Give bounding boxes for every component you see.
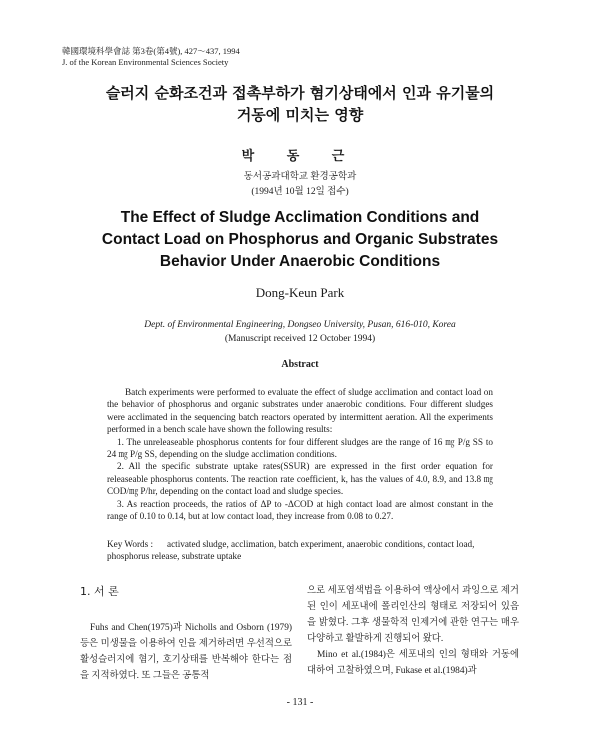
keywords-label: Key Words : <box>107 539 154 549</box>
english-title-line-2: Contact Load on Phosphorus and Organic Substrates <box>101 231 499 248</box>
english-title-line-1: The Effect of Sludge Acclimation Conditions and <box>120 209 480 226</box>
english-title <box>0 207 600 273</box>
korean-author: 박 동 근 <box>241 149 359 164</box>
journal-header <box>62 46 240 68</box>
body-left-column <box>80 584 292 684</box>
korean-received-date: (1994년 10월 12일 접수) <box>251 187 349 197</box>
abstract-heading: Abstract <box>281 359 319 370</box>
body-right-column <box>307 583 519 679</box>
english-affiliation: Dept. of Environmental Engineering, Dongseo University, Pusan, 616-010, Korea <box>144 320 456 330</box>
abstract-item-2: 2. All the specific substrate uptake rates(SSUR) are expressed in the first order equation for releaseable phosphorus contents. The reaction rate coefficient, k, has the values of 4.0, 8.9, and 13.8 ㎎ COD/㎎ P/hr, depending on the contact load and sludge species. <box>107 461 493 497</box>
english-author: Dong-Keun Park <box>255 285 345 300</box>
journal-line-korean: 韓國環境科學會誌 第3卷(第4號), 427～437, 1994 <box>62 46 240 56</box>
abstract-item-1: 1. The unreleaseable phosphorus contents for four different sludges are the range of 16 ㎎ P/g SS to 24 ㎎ P/g SS, depending on the sludge acclimation conditions. <box>107 436 493 460</box>
abstract-body <box>107 386 493 522</box>
english-affiliation-block <box>0 318 600 346</box>
korean-title-line-1: 슬러지 순화조건과 접촉부하가 혐기상태에서 인과 유기물의 <box>105 84 495 102</box>
english-received-date: (Manuscript received 12 October 1994) <box>224 334 376 344</box>
korean-affiliation: 동서공과대학교 환경공학과 <box>243 172 357 182</box>
english-title-line-3: Behavior Under Anaerobic Conditions <box>159 253 441 270</box>
abstract-intro: Batch experiments were performed to evaluate the effect of sludge acclimation and contact load on the behavior of phosphorus and organic substrates under anaerobic conditions. Four different sludges were acclimated in the sequencing batch reactors operated by intermittent aeration. All the experiments performed in a bench scale have shown the following results: <box>107 387 493 435</box>
body-paragraph-right-1: 으로 세포염색법을 이용하여 액상에서 과잉으로 제거된 인이 세포내에 폴리인산의 형태로 저장되어 있음을 밝혔다. 그후 생물학적 인제거에 관한 연구는 매우 다양하고 활발하게 진행되어 왔다. <box>307 586 519 644</box>
keywords-block <box>107 538 493 563</box>
body-paragraph-right-2: Mino et al.(1984)은 세포내의 인의 형태와 거동에 대하여 고찰하였으며, Fukase et al.(1984)과 <box>307 650 519 676</box>
korean-affiliation-block <box>0 170 600 200</box>
journal-line-english: J. of the Korean Environmental Sciences Society <box>62 57 229 67</box>
korean-title <box>0 82 600 126</box>
page-number: - 131 - <box>286 697 314 708</box>
section-heading-introduction: 1. 서 론 <box>80 585 119 598</box>
korean-title-line-2: 거동에 미치는 영향 <box>236 106 364 124</box>
keywords-text: activated sludge, acclimation, batch experiment, anaerobic conditions, contact load, phosphorus release, substrate uptake <box>107 539 475 562</box>
body-paragraph-left: Fuhs and Chen(1975)과 Nicholls and Osborn (1979) 등은 미생물을 이용하여 인을 제거하려면 우선적으로 활성슬러지에 혐기, 호기상태를 반복해야 한다는 점을 지적하였다. 또 그들은 공통적 <box>80 623 292 681</box>
abstract-item-3: 3. As reaction proceeds, the ratios of ΔP to -ΔCOD at high contact load are almost constant in the range of 0.10 to 0.14, but at low contact load, they increase from 0.08 to 0.27. <box>107 498 493 522</box>
